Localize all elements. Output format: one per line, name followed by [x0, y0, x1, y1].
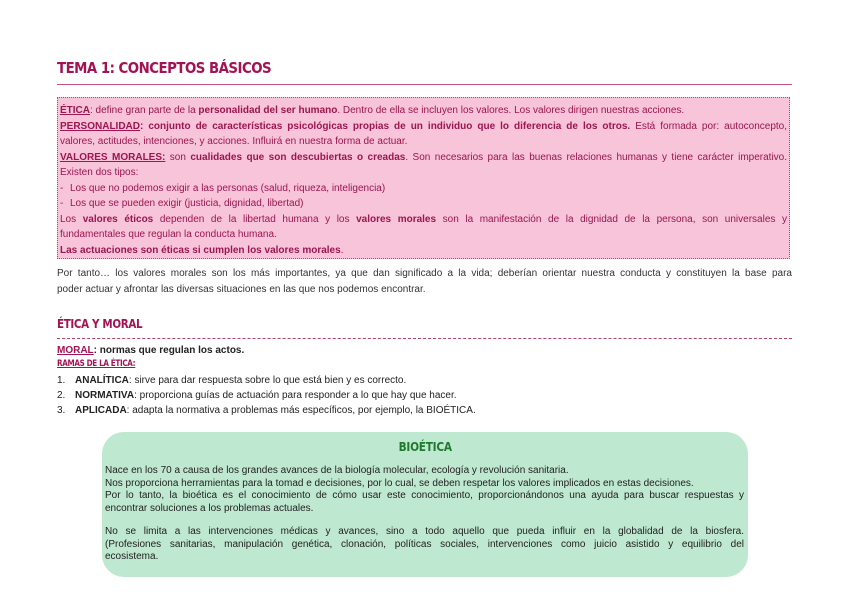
personalidad-definition: PERSONALIDAD: conjunto de características psicológicas propias de un individuo que lo diferencia de los otros. Está formada por: autoconcepto,: [60, 120, 788, 132]
definitions-box: [57, 97, 790, 259]
section-divider: [57, 338, 792, 339]
section-heading: ÉTICA Y MORAL: [57, 317, 143, 331]
ramas-list: [57, 373, 476, 418]
bioetica-box: [102, 432, 748, 577]
etica-definition: ÉTICA: define gran parte de la personalidad del ser humano. Dentro de ella se incluyen los valores. Los valores dirigen nuestras acciones.: [60, 105, 685, 116]
valores-eticos-continued: fundamentales que regulan la conducta humana.: [60, 229, 277, 240]
list-item: 1. ANALÍTICA: sirve para dar respuesta sobre lo que está bien y es correcto.: [57, 375, 407, 386]
tipo-item: - Los que no podemos exigir a las personas (salud, riqueza, inteligencia): [60, 182, 386, 194]
bioetica-text: Nace en los 70 a causa de los grandes avances de la biología molecular, ecología y revolución sanitaria. Nos proporciona herramientas para la tomad e decisiones, por lo cual, se deben respetar los valores implicados en estas decisiones. Por lo tanto, la bioética es el conocimiento de cómo usar este conocimiento, proporcionándonos una ayuda para buscar respuestas y encontrar soluciones a los problemas actuales. No se limita a las intervenciones médicas y avances, sino a todo aquello que pueda influir en la globalidad de la biosfera. (Profesiones sanitarias, manipulación genética, clonación, políticas sociales, intervenciones como juicio asistido y equilibrio del ecosistema.: [105, 465, 744, 562]
moral-definition: MORAL: normas que regulan los actos.: [57, 345, 245, 356]
bioetica-title: BIOÉTICA: [398, 440, 452, 454]
tipos-intro: Existen dos tipos:: [60, 167, 139, 178]
valores-eticos-line: Los valores éticos dependen de la libertad humana y los valores morales son la manifestación de la dignidad de la persona, son universales y: [60, 213, 787, 225]
tipo-item: - Los que se pueden exigir (justicia, dignidad, libertad): [60, 198, 304, 209]
title-divider: [57, 84, 792, 85]
page-title: TEMA 1: CONCEPTOS BÁSICOS: [57, 59, 272, 77]
list-item: 3. APLICADA: adapta la normativa a problemas más específicos, por ejemplo, la BIOÉTICA.: [57, 405, 476, 416]
valores-definition: VALORES MORALES: son cualidades que son descubiertas o creadas. Son necesarios para las buenas relaciones humanas y tiene carácter imperativo.: [60, 151, 788, 163]
ramas-heading: RAMAS DE LA ÉTICA:: [57, 359, 136, 369]
personalidad-continued: valores, actitudes, intenciones, y acciones. Influirá en nuestra forma de actuar.: [60, 136, 408, 147]
list-item: 2. NORMATIVA: proporciona guías de actuación para responder a lo que hay que hacer.: [57, 390, 457, 401]
conclusion: Las actuaciones son éticas si cumplen los valores morales.: [60, 244, 344, 256]
por-tanto-paragraph: Por tanto… los valores morales son los más importantes, ya que dan significado a la vida; deberían orientar nuestra conducta y constituyen la base para poder actuar y afrontar las diversas situaciones en las que nos podemos encontrar.: [57, 268, 792, 295]
